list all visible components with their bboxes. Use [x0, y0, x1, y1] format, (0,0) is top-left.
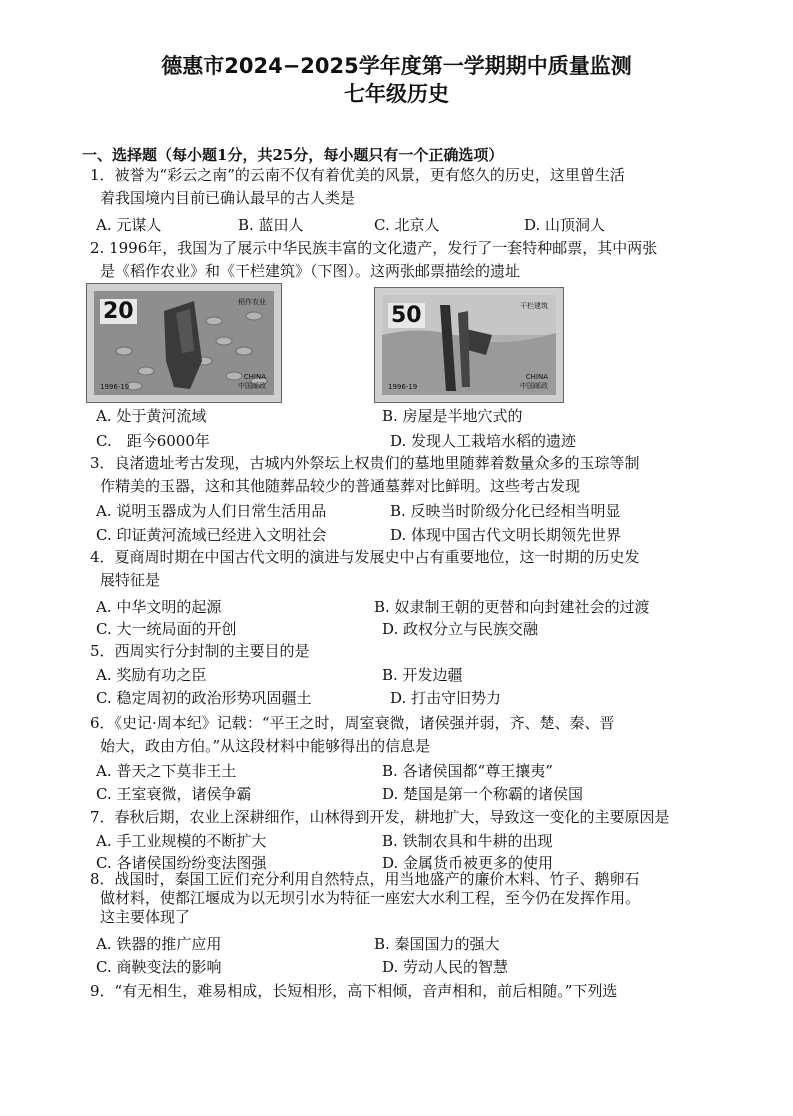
question-2-stem	[90, 237, 710, 283]
question-1-stem	[90, 164, 710, 210]
stamp-title: 稻作农业	[238, 298, 266, 306]
option-d[interactable]: D. 楚国是第一个称霸的诸侯国	[382, 785, 584, 803]
option-a[interactable]: A. 手工业规模的不断扩大	[96, 832, 267, 850]
option-c[interactable]: C. 稳定周初的政治形势巩固疆土	[96, 689, 312, 707]
question-line: 展特征是	[100, 571, 161, 589]
question-line: 3．良渚遗址考古发现，古城内外祭坛上权贵们的墓地里随葬着数量众多的玉琮等制	[90, 454, 640, 472]
stamp-title: 干栏建筑	[520, 302, 548, 310]
option-a[interactable]: A. 处于黄河流域	[96, 407, 207, 425]
option-b[interactable]: B. 蓝田人	[238, 216, 304, 234]
section-heading: 一、选择题（每小题1分，共25分，每小题只有一个正确选项）	[82, 146, 504, 164]
option-d[interactable]: D. 金属货币被更多的使用	[382, 854, 554, 872]
stamp-country: 中国邮政	[520, 382, 548, 390]
option-c[interactable]: C. 王室衰微，诸侯争霸	[96, 785, 252, 803]
option-b[interactable]: B. 反映当时阶级分化已经相当明显	[390, 502, 621, 520]
question-line: 6．《史记·周本纪》记载：“平王之时，周室衰微，诸侯强并弱，齐、楚、秦、晋	[90, 714, 615, 732]
option-b[interactable]: B. 开发边疆	[382, 666, 463, 684]
option-d[interactable]: D. 打击守旧势力	[390, 689, 502, 707]
option-b[interactable]: B. 各诸侯国都“尊王攘夷”	[382, 762, 553, 780]
option-d[interactable]: D. 山顶洞人	[524, 216, 606, 234]
stamp-stilt-building	[374, 287, 564, 403]
question-5-stem	[90, 640, 710, 663]
question-8-stem	[90, 870, 710, 927]
question-line: 始大，政由方伯。”从这段材料中能够得出的信息是	[100, 737, 431, 755]
stamp-country: 中国邮政	[238, 382, 266, 390]
page-subtitle: 七年级历史	[344, 82, 449, 106]
question-line: 这主要体现了	[100, 908, 191, 926]
option-d[interactable]: D. 体现中国古代文明长期领先世界	[390, 526, 622, 544]
option-a[interactable]: A. 普天之下莫非王土	[96, 762, 237, 780]
question-9-stem	[90, 980, 710, 1003]
stamp-latin: CHINA	[525, 373, 548, 381]
stamp-value: 20	[100, 299, 137, 324]
option-a[interactable]: A. 铁器的推广应用	[96, 935, 222, 953]
stamp-image	[94, 291, 274, 395]
question-line: 9．“有无相生，难易相成，长短相形，高下相倾，音声相和，前后相随。”下列选	[90, 982, 618, 1000]
option-a[interactable]: A. 说明玉器成为人们日常生活用品	[96, 502, 327, 520]
stamp-image	[382, 295, 556, 395]
stamp-rice-farming	[86, 283, 282, 403]
stamp-code: 1996-19	[388, 383, 418, 391]
option-b[interactable]: B. 房屋是半地穴式的	[382, 407, 523, 425]
option-d[interactable]: D. 劳动人民的智慧	[382, 958, 509, 976]
question-line: 是《稻作农业》和《干栏建筑》（下图）。这两张邮票描绘的遗址	[100, 262, 521, 280]
option-d[interactable]: D. 发现人工栽培水稻的遗迹	[390, 432, 577, 450]
question-line: 8．战国时，秦国工匠们充分利用自然特点，用当地盛产的廉价木料、竹子、鹅卵石	[90, 870, 640, 888]
question-4-stem	[90, 546, 710, 592]
option-b[interactable]: B. 铁制农具和牛耕的出现	[382, 832, 553, 850]
stamp-value: 50	[388, 303, 425, 328]
option-c[interactable]: C. 大一统局面的开创	[96, 620, 237, 638]
option-c[interactable]: C. 各诸侯国纷纷变法图强	[96, 854, 267, 872]
question-line: 做材料，使都江堰成为以无坝引水为特征一座宏大水利工程，至今仍在发挥作用。	[100, 889, 641, 907]
option-a[interactable]: A. 中华文明的起源	[96, 598, 222, 616]
stamp-latin: CHINA	[243, 373, 266, 381]
question-7-stem	[90, 806, 720, 829]
option-c[interactable]: C. 距今6000年	[96, 432, 210, 450]
option-a[interactable]: A. 元谋人	[96, 216, 162, 234]
question-line: 2. 1996年，我国为了展示中华民族丰富的文化遗产，发行了一套特种邮票，其中两张	[90, 239, 658, 257]
question-line: 5．西周实行分封制的主要目的是	[90, 642, 310, 660]
question-line: 1．被誉为“彩云之南”的云南不仅有着优美的风景，更有悠久的历史，这里曾生活	[90, 166, 625, 184]
option-c[interactable]: C. 商鞅变法的影响	[96, 958, 222, 976]
option-d[interactable]: D. 政权分立与民族交融	[382, 620, 539, 638]
stamp-code: 1996-19	[100, 383, 130, 391]
option-b[interactable]: B. 秦国国力的强大	[374, 935, 500, 953]
question-3-stem	[90, 452, 710, 498]
option-c[interactable]: C. 印证黄河流域已经进入文明社会	[96, 526, 327, 544]
question-line: 着我国境内目前已确认最早的古人类是	[100, 189, 356, 207]
question-line: 7．春秋后期，农业上深耕细作，山林得到开发，耕地扩大，导致这一变化的主要原因是	[90, 808, 670, 826]
question-line: 4．夏商周时期在中国古代文明的演进与发展史中占有重要地位，这一时期的历史发	[90, 548, 640, 566]
option-a[interactable]: A. 奖励有功之臣	[96, 666, 207, 684]
page-title: 德惠市2024−2025学年度第一学期期中质量监测	[161, 54, 632, 78]
question-6-stem	[90, 712, 710, 758]
option-c[interactable]: C. 北京人	[374, 216, 440, 234]
question-line: 作精美的玉器，这和其他随葬品较少的普通墓葬对比鲜明。这些考古发现	[100, 477, 581, 495]
option-b[interactable]: B. 奴隶制王朝的更替和向封建社会的过渡	[374, 598, 650, 616]
